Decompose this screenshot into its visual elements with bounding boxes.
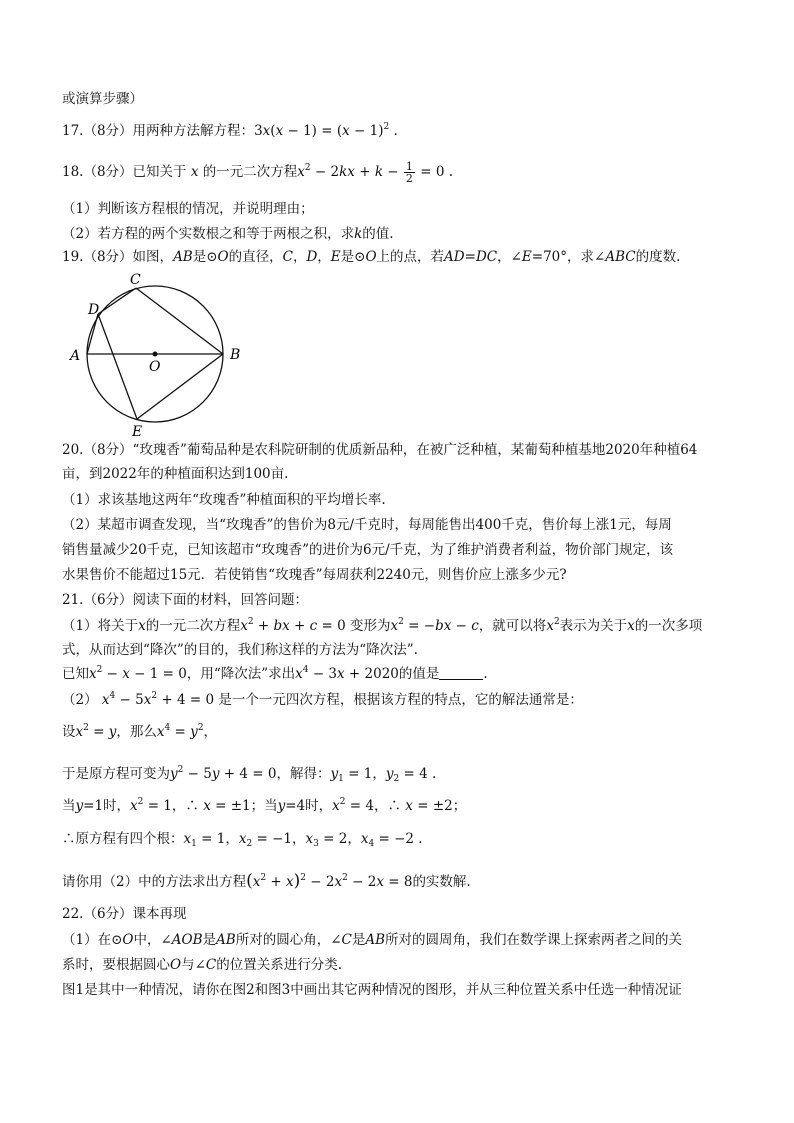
label-e: E (132, 424, 143, 440)
q21-line3: 式，从而达到“降次”的目的，我们称这样的方法为“降次法”. (62, 642, 418, 658)
q20-line6: 水果售价不能超过15元．若使销售“玫瑰香”每周获利2240元，则售价应上涨多少元? (62, 567, 567, 583)
center-point (153, 352, 158, 357)
q21-line8: 当y=1时，$x^2 = 1$，∴ x = ±1；当y=4时，$x^2 = 4$，∴ x = ±2； (62, 797, 467, 814)
intro-line: 或演算步骤） (62, 91, 143, 107)
chord-dc (98, 288, 136, 314)
q21-line9: ∴原方程有四个根：$x_1 = 1$，$x_2 = -1$，$x_3 = 2$，$x_4 = -2$ . (62, 831, 423, 849)
q18: 18.（8分）已知关于 x 的一元二次方程$x^2 - 2kx + k$ − $\frac{1}{2}$ = 0 . (62, 160, 453, 185)
q21-line5: （2） $x^4 - 5x^2 + 4 = 0$ 是一个一元四次方程，根据该方程的特点，它的解法通常是： (62, 691, 583, 708)
q21-line6: 设$x^2 = y$，那么$x^4 = y^2$， (62, 723, 218, 740)
q18-part2: （2）若方程的两个实数根之和等于两根之积，求k的值. (62, 226, 394, 242)
q17-equation: $3x(x - 1) = (x - 1)^2$ (254, 122, 390, 139)
q20-line4: （2）某超市调查发现，当“玫瑰香”的售价为8元/千克时，每周能售出400千克，售价每上涨1元，每周 (62, 517, 672, 533)
q18-part1: （1）判断该方程根的情况，并说明理由； (62, 201, 314, 217)
q20-line5: 销售量减少20千克，已知该超市“玫瑰香”的进价为6元/千克，为了维护消费者利益，物价部门规定，该 (62, 542, 674, 558)
label-o: O (149, 359, 161, 375)
q17: 17.（8分）用两种方法解方程：$3x(x - 1) = (x - 1)^2$ . (62, 122, 398, 139)
q21-line4: 已知$x^2 - x - 1 = 0$，用“降次法”求出$x^4 - 3x + 2020$的值是 . (62, 665, 488, 682)
q20-line3: （1）求该基地这两年“玫瑰香”种植面积的平均增长率. (62, 492, 386, 508)
q19: 19.（8分）如图，AB是⊙O的直径，C，D，E是⊙O上的点，若AD=DC，∠E=70°，求∠ABC的度数. (62, 249, 681, 265)
label-b: B (230, 347, 241, 363)
q19-circle-figure (62, 270, 262, 440)
answer-blank[interactable] (439, 667, 483, 680)
q22-line4: 图1是其中一种情况，请你在图2和图3中画出其它两种情况的图形，并从三种位置关系中任选一种情况证 (62, 982, 682, 998)
q20-line2: 亩，到2022年的种植面积达到100亩. (62, 466, 289, 482)
label-c: C (130, 272, 141, 288)
q21-line7: 于是原方程可变为$y^2 - 5y + 4 = 0$，解得：$y_1 = 1$，$y_2 = 4$ . (62, 765, 437, 784)
chord-ad (87, 314, 98, 354)
q22-line2: （1）在⊙O中，∠AOB是AB所对的圆心角，∠C是AB所对的圆周角，我们在数学课上探索两者之间的关 (62, 932, 683, 948)
q18-equation: $x^2 - 2kx + k$ − $\frac{1}{2}$ = 0 (297, 160, 445, 185)
q20-line1: 20.（8分）“玫瑰香”葡萄品种是农科院研制的优质新品种，在被广泛种植，某葡萄种植基地2020年种植64 (62, 442, 698, 458)
label-d: D (88, 302, 100, 318)
q21-line1: 21.（6分）阅读下面的材料，回答问题： (62, 592, 309, 608)
q21-line2: （1）将关于x的一元二次方程$x^2$ + bx + c = 0 变形为$x^2 = -bx - c$，就可以将$x^2$表示为关于x的一次多项 (62, 617, 703, 634)
chord-cb (136, 288, 223, 354)
q22-line3: 系时，要根据圆心O与∠C的位置关系进行分类. (62, 957, 343, 973)
q22-line1: 22.（6分）课本再现 (62, 906, 187, 922)
label-a: A (70, 348, 81, 364)
q21-line10: 请你用（2）中的方法求出方程$(x^2 + x)^2 - 2x^2 - 2x = 8$的实数解. (62, 871, 471, 891)
chord-de (98, 314, 137, 419)
